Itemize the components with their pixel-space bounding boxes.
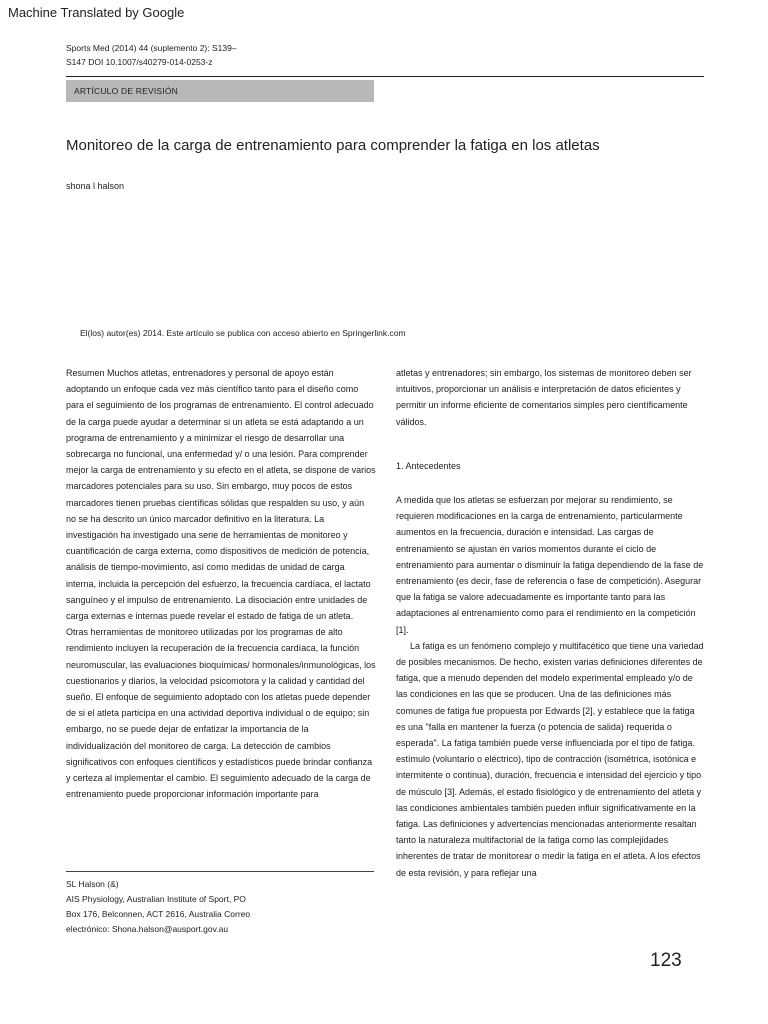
abstract-continuation: atletas y entrenadores; sin embargo, los sistemas de monitoreo deben ser intuitivos, proporcionar un análisis e interpretación de datos eficientes y permitir un informe eficiente de comentarios simples pero científicamente válidos.	[396, 368, 692, 427]
citation-line-1: Sports Med (2014) 44 (suplemento 2): S139–	[66, 43, 237, 53]
affiliation-line-2: AIS Physiology, Australian Institute of Sport, PO	[66, 894, 246, 904]
footnote-rule	[66, 871, 374, 872]
header-rule	[66, 76, 704, 77]
affiliation-line-1: SL Halson (&)	[66, 879, 119, 889]
left-column	[66, 365, 376, 802]
citation-line-2: S147 DOI 10.1007/s40279-014-0253-z	[66, 57, 213, 67]
body-paragraph-2: La fatiga es un fenómeno complejo y multifacético que tiene una variedad de posibles mecanismos. De hecho, existen varias definiciones diferentes de fatiga, que a menudo dependen del modelo experimental empleado y/o de las condiciones en las que se producen. Una de las definiciones más comunes de fatiga fue propuesta por Edwards [2], y establece que la fatiga es una "falla en mantener la fuerza (o potencia de salida) requerida o esperada". La fatiga también puede verse influenciada por el tipo de fatiga. estímulo (voluntario o eléctrico), tipo de contracción (isométrica, isotónica e intermitente o continua), duración, frecuencia e intensidad del ejercicio y tipo de músculo [3]. Además, el estado fisiológico y de entrenamiento del atleta y las condiciones ambientales también pueden influir significativamente en la fatiga. Las definiciones y advertencias mencionadas anteriormente resaltan tanto la naturaleza multifactorial de la fatiga como las complejidades inherentes de tratar de monitorear o medir la fatiga en el atleta. A los efectos de esta revisión, y para reflejar una	[396, 640, 704, 878]
section-heading: 1. Antecedentes	[396, 460, 461, 471]
abstract-text: Resumen Muchos atletas, entrenadores y personal de apoyo están adoptando un enfoque cada vez más científico tanto para el diseño como para el seguimiento de los programas de entrenamiento. El control adecuado de la carga puede ayudar a determinar si un atleta se está adaptando a un programa de entrenamiento y a minimizar el riesgo de desarrollar una sobrecarga no funcional, una enfermedad y/ o una lesión. Para comprender mejor la carga de entrenamiento y su efecto en el atleta, se dispone de varios marcadores potenciales para su uso. Sin embargo, muy pocos de estos marcadores tienen pruebas científicas sólidas que respalden su uso, y aún no se ha descrito un único marcador definitivo en la literatura. La investigación ha investigado una serie de herramientas de monitoreo y cuantificación de carga externa, como dispositivos de medición de potencia, análisis de tiempo-movimiento, así como medidas de unidad de carga interna, incluida la percepción del esfuerzo, la frecuencia cardíaca, el lactato sanguíneo y el impulso de entrenamiento. La disociación entre unidades de carga externas e internas puede revelar el estado de fatiga de un atleta. Otras herramientas de monitoreo utilizadas por los programas de alto rendimiento incluyen la recuperación de la frecuencia cardíaca, la función neuromuscular, las evaluaciones bioquímicas/ hormonales/inmunológicas, los cuestionarios y diarios, la velocidad psicomotora y la calidad y cantidad del sueño. El enfoque de seguimiento adoptado con los atletas puede depender de si el atleta participa en una actividad deportiva individual o de equipo; sin embargo, no se puede dejar de enfatizar la importancia de la individualización del monitoreo de carga. La detección de cambios significativos con enfoques científicos y estadísticos puede brindar confianza y certeza al implementar el cambio. El seguimiento adecuado de la carga de entrenamiento puede proporcionar información importante para	[66, 368, 376, 800]
right-column	[396, 365, 706, 881]
journal-citation	[66, 41, 326, 69]
article-author: shona l halson	[66, 181, 125, 191]
body-paragraph-1: A medida que los atletas se esfuerzan por mejorar su rendimiento, se requieren modificaciones en la carga de entrenamiento, particularmente aumentos en la frecuencia, duración e intensidad. Las cargas de entrenamiento se ajustan en varios momentos durante el ciclo de entrenamiento para aumentar o disminuir la fatiga dependiendo de la fase de entrenamiento (es decir, fase de referencia o fase de competición). Asegurar que la fatiga se valore adecuadamente es importante tanto para las adaptaciones al entrenamiento como para el rendimiento en la competición [1].	[396, 495, 704, 635]
page-number: 123	[650, 950, 682, 971]
machine-translation-banner: Machine Translated by Google	[8, 5, 185, 20]
open-access-notice: El(los) autor(es) 2014. Este artículo se publica con acceso abierto en Springerlink.com	[80, 328, 406, 338]
affiliation-line-4: electrónico: Shona.halson@ausport.gov.au	[66, 924, 229, 934]
author-affiliation	[66, 877, 366, 937]
article-title: Monitoreo de la carga de entrenamiento para comprender la fatiga en los atletas	[66, 137, 600, 154]
affiliation-line-3: Box 176, Belconnen, ACT 2616, Australia Correo	[66, 909, 251, 919]
article-type-label: ARTÍCULO DE REVISIÓN	[74, 86, 178, 96]
